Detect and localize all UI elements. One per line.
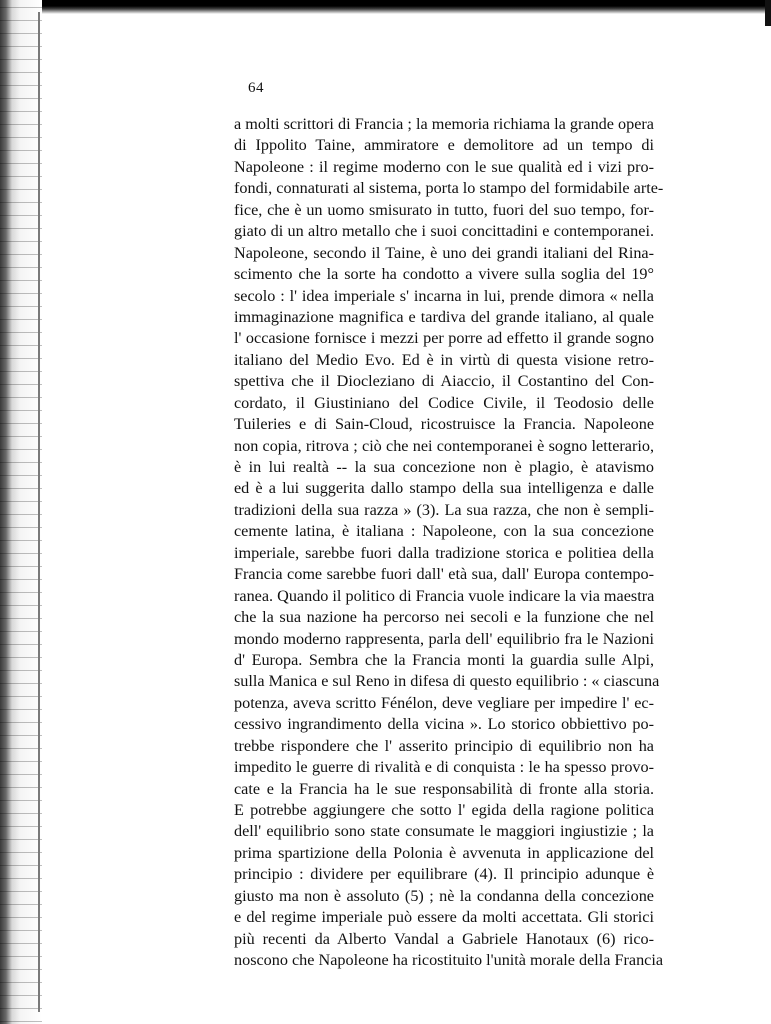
text-line: trebbe rispondere che l' asserito principio di equilibrio non ha bbox=[234, 736, 654, 755]
text-line: l' occasione fornisce i mezzi per porre ad effetto il grande sogno bbox=[234, 329, 654, 348]
text-line: Napoleone : il regime moderno con le sue qualità ed i vizi pro- bbox=[234, 157, 654, 176]
text-line: secolo : l' idea imperiale s' incarna in lui, prende dimora « nella bbox=[234, 286, 654, 305]
text-line: fice, che è un uomo smisurato in tutto, fuori del suo tempo, for- bbox=[234, 200, 654, 219]
page-number: 64 bbox=[248, 80, 264, 96]
text-line: scimento che la sorte ha condotto a vivere sulla soglia del 19° bbox=[234, 265, 654, 284]
text-line: più recenti da Alberto Vandal a Gabriele Hanotaux (6) rico- bbox=[234, 929, 654, 948]
text-line: Francia come sarebbe fuori dall' età sua, dall' Europa contempo- bbox=[234, 565, 654, 584]
text-line: Napoleone, secondo il Taine, è uno dei grandi italiani del Rina- bbox=[234, 243, 654, 262]
text-line: italiano del Medio Evo. Ed è in virtù di questa visione retro- bbox=[234, 350, 654, 369]
text-line: noscono che Napoleone ha ricostituito l'unità morale della Francia bbox=[234, 951, 664, 970]
text-line: E potrebbe aggiungere che sotto l' egida della ragione politica bbox=[234, 801, 654, 819]
text-line: che la sua nazione ha percorso nei secoli e la funzione che nel bbox=[234, 608, 654, 627]
text-line: è in lui realtà -- la sua concezione non è plagio, è atavismo bbox=[234, 458, 654, 476]
body-text bbox=[234, 114, 664, 972]
text-line: cate e la Francia ha le sue responsabilità di fronte alla storia. bbox=[234, 779, 654, 798]
scan-binding-edge bbox=[0, 0, 42, 1024]
text-line: imperiale, sarebbe fuori dalla tradizione storica e politiea della bbox=[234, 543, 654, 562]
text-line: immaginazione magnifica e tardiva del grande italiano, al quale bbox=[234, 307, 654, 326]
text-line: di Ippolito Taine, ammiratore e demolitore ad un tempo di bbox=[234, 136, 654, 155]
text-line: tradizioni della sua razza » (3). La sua razza, che non è sempli- bbox=[234, 500, 654, 519]
text-line: mondo moderno rappresenta, parla dell' equilibrio fra le Nazioni bbox=[234, 629, 654, 648]
text-line: Tuileries e di Sain-Cloud, ricostruisce la Francia. Napoleone bbox=[234, 415, 654, 434]
page-margin-rule bbox=[38, 12, 40, 1012]
scan-corner-mark bbox=[765, 0, 771, 26]
text-line: ranea. Quando il politico di Francia vuole indicare la via maestra bbox=[234, 586, 655, 605]
text-line: fondi, connaturati al sistema, porta lo stampo del formidabile arte- bbox=[234, 179, 664, 198]
text-line: a molti scrittori di Francia ; la memoria richiama la grande opera bbox=[234, 115, 654, 133]
text-line: impedito le guerre di rivalità e di conquista : le ha spesso provo- bbox=[234, 758, 654, 777]
text-line: prima spartizione della Polonia è avvenuta in applicazione del bbox=[234, 843, 654, 862]
text-line: ed è a lui suggerita dallo stampo della sua intelligenza e dalle bbox=[234, 479, 654, 498]
text-line: dell' equilibrio sono state consumate le maggiori ingiustizie ; la bbox=[234, 822, 654, 841]
text-line: sulla Manica e sul Reno in difesa di questo equilibrio : « ciascuna bbox=[234, 672, 660, 691]
scan-top-border bbox=[0, 0, 771, 14]
text-line: cemente latina, è italiana : Napoleone, con la sua concezione bbox=[234, 522, 654, 541]
text-line: cessivo ingrandimento della vicina ». Lo storico obbiettivo po- bbox=[234, 715, 654, 734]
text-line: principio : dividere per equilibrare (4). Il principio adunque è bbox=[234, 865, 654, 884]
text-line: giato di un altro metallo che i suoi concittadini e contemporanei. bbox=[234, 222, 654, 241]
text-line: potenza, aveva scritto Fénélon, deve vegliare per impedire l' ec- bbox=[234, 693, 654, 712]
text-line: d' Europa. Sembra che la Francia monti la guardia sulle Alpi, bbox=[234, 650, 654, 669]
text-line: giusto ma non è assoluto (5) ; nè la condanna della concezione bbox=[234, 886, 654, 905]
text-line: e del regime imperiale può essere da molti accettata. Gli storici bbox=[234, 908, 654, 927]
text-line: spettiva che il Diocleziano di Aiaccio, il Costantino del Con- bbox=[234, 372, 654, 391]
text-line: non copia, ritrova ; ciò che nei contemporanei è sogno letterario, bbox=[234, 436, 654, 455]
text-line: cordato, il Giustiniano del Codice Civile, il Teodosio delle bbox=[234, 393, 654, 412]
